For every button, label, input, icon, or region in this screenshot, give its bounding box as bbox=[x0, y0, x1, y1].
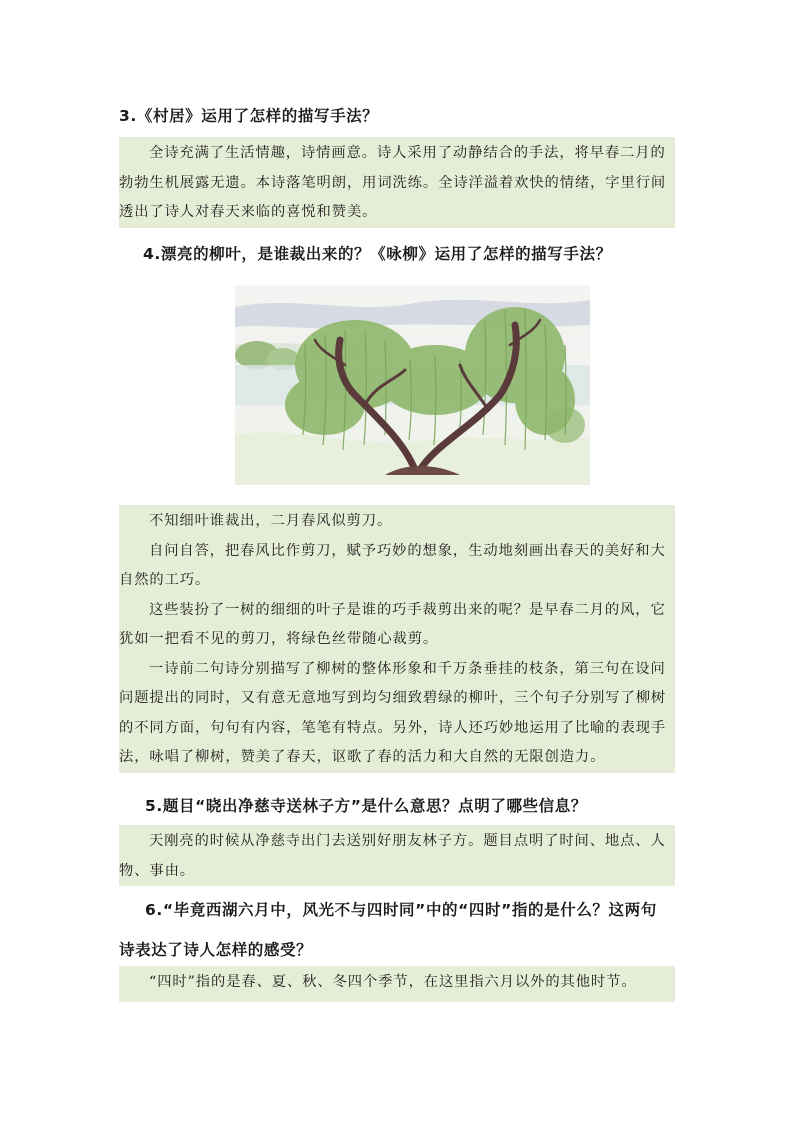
answer-4 bbox=[119, 505, 675, 773]
question-6: 6.“毕竟西湖六月中，风光不与四时同”中的“四时”指的是什么？这两句诗表达了诗人怎样的感受？ bbox=[119, 901, 657, 959]
answer-4-paragraph: 自问自答，把春风比作剪刀，赋予巧妙的想象，生动地刻画出春天的美好和大自然的工巧。 bbox=[119, 542, 666, 588]
answer-3 bbox=[119, 137, 675, 228]
question-4: 4.漂亮的柳叶，是谁裁出来的？《咏柳》运用了怎样的描写手法？ bbox=[143, 245, 612, 263]
answer-5 bbox=[119, 825, 675, 886]
answer-6 bbox=[119, 966, 675, 1002]
answer-4-paragraph: 不知细叶谁裁出，二月春风似剪刀。 bbox=[149, 513, 393, 529]
question-5: 5.题目“晓出净慈寺送林子方”是什么意思？点明了哪些信息？ bbox=[145, 797, 587, 815]
answer-3-text: 全诗充满了生活情趣，诗情画意。诗人采用了动静结合的手法，将早春二月的勃勃生机展露无遗。本诗落笔明朗，用词洗练。全诗洋溢着欢快的情绪，字里行间透出了诗人对春天来临的喜悦和赞美。 bbox=[119, 145, 667, 220]
answer-5-text: 天刚亮的时候从净慈寺出门去送别好朋友林子方。题目点明了时间、地点、人物、事由。 bbox=[119, 833, 666, 879]
answer-6-text: “四时”指的是春、夏、秋、冬四个季节，在这里指六月以外的其他时节。 bbox=[149, 974, 637, 990]
answer-4-paragraph: 一诗前二句诗分别描写了柳树的整体形象和千万条垂挂的枝条，第三句在设问问题提出的同时，又有意无意地写到均匀细致碧绿的柳叶，三个句子分别写了柳树的不同方面，句句有内容，笔笔有特点。另外，诗人还巧妙地运用了比喻的表现手法，咏唱了柳树，赞美了春天，讴歌了春的活力和大自然的无限创造力。 bbox=[119, 660, 667, 765]
question-3: 3.《村居》运用了怎样的描写手法？ bbox=[119, 107, 379, 125]
answer-4-paragraph: 这些装扮了一树的细细的叶子是谁的巧手裁剪出来的呢？是早春二月的风，它犹如一把看不见的剪刀，将绿色丝带随心裁剪。 bbox=[119, 601, 666, 647]
willow-illustration bbox=[235, 285, 590, 485]
